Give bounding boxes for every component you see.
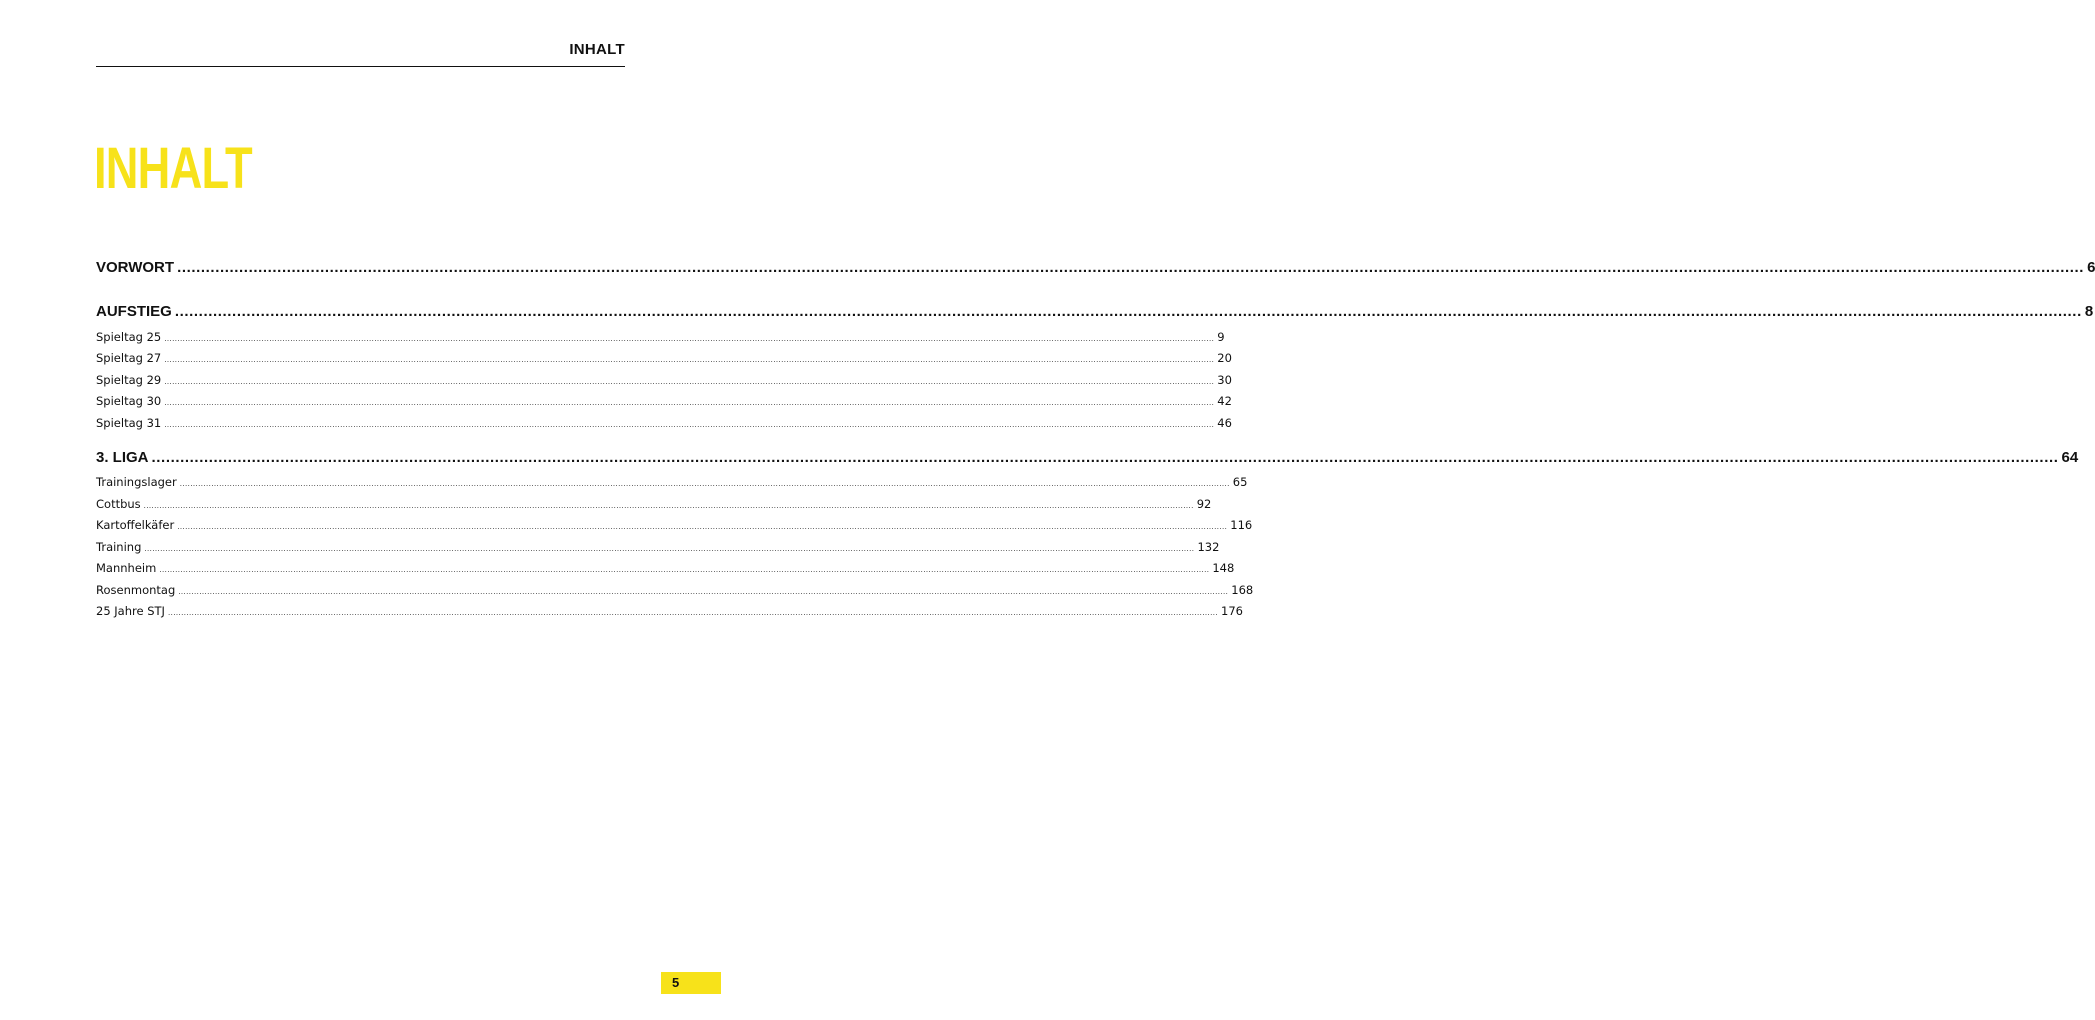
toc-section-vorwort[interactable]	[96, 259, 2095, 276]
toc-section-label: AUFSTIEG	[96, 303, 172, 320]
page-number: 5	[672, 975, 680, 990]
dot-leader: ................................................................................................................................................................................................................................................................................................................................................................................................................	[159, 566, 1210, 574]
toc-entry-label: 25 Jahre STJ	[96, 604, 165, 618]
toc-section-3-liga[interactable]	[96, 449, 2079, 466]
page-title: INHALT	[94, 136, 252, 201]
toc-entry-label: Training	[96, 540, 142, 554]
toc-entry-label: Spieltag 25	[96, 330, 162, 344]
toc-entry-label: Cottbus	[96, 497, 141, 511]
toc-page-number: 8	[2084, 303, 2094, 320]
toc-page-number: 92	[1196, 497, 1212, 511]
dot-leader: ................................................................................................................................................................................................................................................................................................................................................................................................................	[164, 378, 1215, 386]
toc-page-number: 176	[1221, 604, 1243, 618]
toc-page-number: 65	[1232, 475, 1248, 489]
toc-page-number: 168	[1231, 583, 1254, 597]
toc-entry[interactable]	[96, 330, 1225, 344]
toc-entry[interactable]	[96, 351, 1232, 365]
toc-page-number: 42	[1217, 394, 1232, 408]
dot-leader: ................................................................................................................................................................................................................................................................................................................................................................................................................	[151, 449, 2059, 466]
toc-entry[interactable]	[96, 416, 1232, 430]
toc-entry[interactable]	[96, 497, 1212, 511]
dot-leader: ................................................................................................................................................................................................................................................................................................................................................................................................................	[179, 480, 1230, 488]
toc-entry[interactable]	[96, 540, 1220, 554]
toc-entry[interactable]	[96, 561, 1235, 575]
toc-page-number: 64	[2061, 449, 2079, 466]
dot-leader: ................................................................................................................................................................................................................................................................................................................................................................................................................	[164, 335, 1215, 343]
toc-entry-label: Kartoffelkäfer	[96, 518, 175, 532]
page-number-badge	[661, 972, 721, 994]
toc-entry-label: Spieltag 29	[96, 373, 162, 387]
toc-section-aufstieg[interactable]	[96, 303, 2094, 320]
toc-page-number: 6	[2087, 259, 2095, 276]
dot-leader: ................................................................................................................................................................................................................................................................................................................................................................................................................	[174, 303, 2082, 320]
toc-entry[interactable]	[96, 475, 1248, 489]
toc-section-label: VORWORT	[96, 259, 175, 276]
toc-page-number: 30	[1217, 373, 1232, 387]
toc-entry-label: Rosenmontag	[96, 583, 176, 597]
dot-leader: ................................................................................................................................................................................................................................................................................................................................................................................................................	[177, 259, 2085, 276]
dot-leader: ................................................................................................................................................................................................................................................................................................................................................................................................................	[167, 609, 1218, 617]
dot-leader: ................................................................................................................................................................................................................................................................................................................................................................................................................	[164, 399, 1215, 407]
toc-page-number: 46	[1217, 416, 1232, 430]
dot-leader: ................................................................................................................................................................................................................................................................................................................................................................................................................	[143, 502, 1194, 510]
toc-page-number: 20	[1217, 351, 1232, 365]
toc-entry[interactable]	[96, 583, 1254, 597]
toc-entry-label: Mannheim	[96, 561, 157, 575]
dot-leader: ................................................................................................................................................................................................................................................................................................................................................................................................................	[164, 421, 1215, 429]
toc-entry[interactable]	[96, 518, 1253, 532]
toc-entry-label: Spieltag 30	[96, 394, 162, 408]
toc-entry[interactable]	[96, 604, 1243, 618]
toc-entry-label: Spieltag 27	[96, 351, 162, 365]
running-header: INHALT	[569, 41, 625, 58]
dot-leader: ................................................................................................................................................................................................................................................................................................................................................................................................................	[144, 545, 1195, 553]
toc-section-label: 3. LIGA	[96, 449, 149, 466]
toc-page-number: 9	[1217, 330, 1225, 344]
toc-entry[interactable]	[96, 373, 1232, 387]
toc-entry[interactable]	[96, 394, 1232, 408]
toc-entry-label: Spieltag 31	[96, 416, 162, 430]
dot-leader: ................................................................................................................................................................................................................................................................................................................................................................................................................	[178, 588, 1229, 596]
dot-leader: ................................................................................................................................................................................................................................................................................................................................................................................................................	[164, 356, 1215, 364]
header-rule	[96, 66, 625, 67]
toc-page-number: 148	[1212, 561, 1235, 575]
toc-page-number: 132	[1197, 540, 1220, 554]
toc-entry-label: Trainingslager	[96, 475, 177, 489]
toc-page-number: 116	[1230, 518, 1253, 532]
dot-leader: ................................................................................................................................................................................................................................................................................................................................................................................................................	[177, 523, 1228, 531]
